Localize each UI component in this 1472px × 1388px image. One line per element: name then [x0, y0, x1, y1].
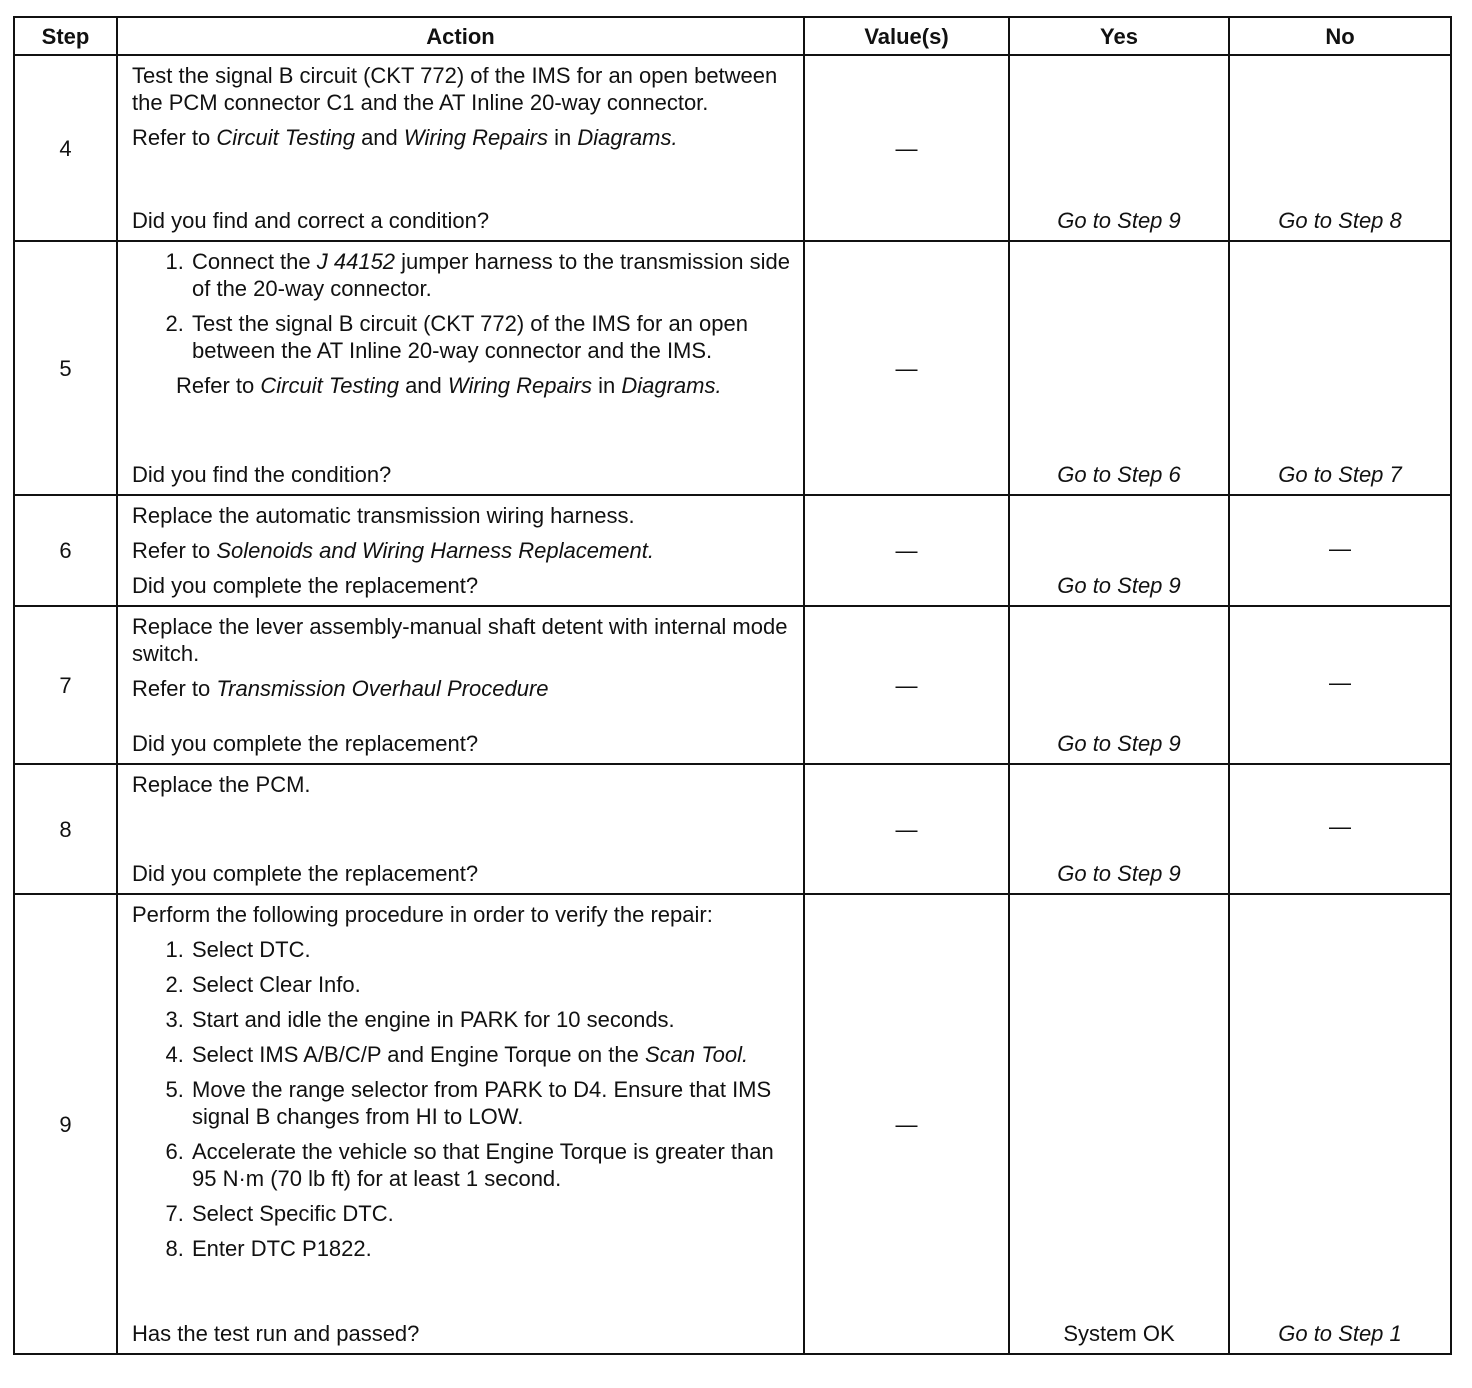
list-item: 1. Connect the J 44152 jumper harness to the transmission side of the 20-way connector.: [190, 248, 793, 302]
yes-cell: Go to Step 9: [1009, 55, 1229, 241]
header-no: No: [1229, 17, 1451, 55]
action-text: Test the signal B circuit (CKT 772) of the IMS for an open between the PCM connector C1 and the AT Inline 20-way connector.: [132, 63, 778, 115]
step-number: 8: [14, 764, 117, 894]
value-cell: —: [804, 894, 1009, 1354]
step-number: 5: [14, 241, 117, 495]
header-step: Step: [14, 17, 117, 55]
list-item: 6. Accelerate the vehicle so that Engine Torque is greater than 95 N·m (70 lb ft) for at least 1 second.: [190, 1138, 793, 1192]
table-row: [14, 55, 1451, 241]
yes-cell: Go to Step 9: [1009, 764, 1229, 894]
value-cell: —: [804, 764, 1009, 894]
question-text: Did you complete the replacement?: [132, 731, 479, 756]
refer-text: Refer to Circuit Testing and Wiring Repairs in Diagrams.: [176, 373, 722, 398]
action-cell: [117, 606, 804, 764]
action-text: Replace the automatic transmission wiring harness.: [132, 503, 635, 528]
list-item: 2. Select Clear Info.: [190, 971, 793, 998]
list-item: 4. Select IMS A/B/C/P and Engine Torque on the Scan Tool.: [190, 1041, 793, 1068]
action-cell: [117, 55, 804, 241]
table-row: [14, 495, 1451, 606]
no-cell: Go to Step 8: [1229, 55, 1451, 241]
action-cell: [117, 764, 804, 894]
table-row: [14, 241, 1451, 495]
value-cell: —: [804, 55, 1009, 241]
yes-cell: Go to Step 9: [1009, 495, 1229, 606]
list-item: 8. Enter DTC P1822.: [190, 1235, 793, 1262]
table-row: [14, 764, 1451, 894]
diagnostic-table: [13, 16, 1452, 1355]
table-row: [14, 894, 1451, 1354]
question-text: Did you find and correct a condition?: [132, 208, 490, 233]
refer-text: Refer to Circuit Testing and Wiring Repairs in Diagrams.: [132, 125, 678, 150]
table-row: [14, 606, 1451, 764]
value-cell: —: [804, 606, 1009, 764]
header-row: [14, 17, 1451, 55]
yes-cell: System OK: [1009, 894, 1229, 1354]
procedure-list: [132, 248, 793, 364]
action-text: Perform the following procedure in order to verify the repair:: [132, 902, 713, 927]
question-text: Has the test run and passed?: [132, 1321, 420, 1346]
list-item: 1. Select DTC.: [190, 936, 793, 963]
list-item: 7. Select Specific DTC.: [190, 1200, 793, 1227]
action-text: Replace the PCM.: [132, 772, 311, 797]
action-cell: [117, 495, 804, 606]
question-text: Did you complete the replacement?: [132, 861, 479, 886]
action-cell: [117, 241, 804, 495]
action-text: Replace the lever assembly-manual shaft detent with internal mode switch.: [132, 614, 788, 666]
step-number: 9: [14, 894, 117, 1354]
no-cell: Go to Step 7: [1229, 241, 1451, 495]
no-cell: —: [1229, 764, 1451, 894]
header-action: Action: [117, 17, 804, 55]
step-number: 4: [14, 55, 117, 241]
list-item: 3. Start and idle the engine in PARK for 10 seconds.: [190, 1006, 793, 1033]
value-cell: —: [804, 495, 1009, 606]
question-text: Did you complete the replacement?: [132, 573, 479, 598]
value-cell: —: [804, 241, 1009, 495]
no-cell: Go to Step 1: [1229, 894, 1451, 1354]
list-item: 5. Move the range selector from PARK to D4. Ensure that IMS signal B changes from HI to LOW.: [190, 1076, 793, 1130]
action-cell: [117, 894, 804, 1354]
refer-text: Refer to Solenoids and Wiring Harness Replacement.: [132, 538, 654, 563]
yes-cell: Go to Step 9: [1009, 606, 1229, 764]
header-values: Value(s): [804, 17, 1009, 55]
header-yes: Yes: [1009, 17, 1229, 55]
yes-cell: Go to Step 6: [1009, 241, 1229, 495]
refer-text: Refer to Transmission Overhaul Procedure: [132, 676, 549, 701]
no-cell: —: [1229, 606, 1451, 764]
step-number: 6: [14, 495, 117, 606]
question-text: Did you find the condition?: [132, 462, 392, 487]
step-number: 7: [14, 606, 117, 764]
no-cell: —: [1229, 495, 1451, 606]
procedure-list: [132, 936, 793, 1262]
list-item: 2. Test the signal B circuit (CKT 772) of the IMS for an open between the AT Inline 20-way connector and the IMS.: [190, 310, 793, 364]
